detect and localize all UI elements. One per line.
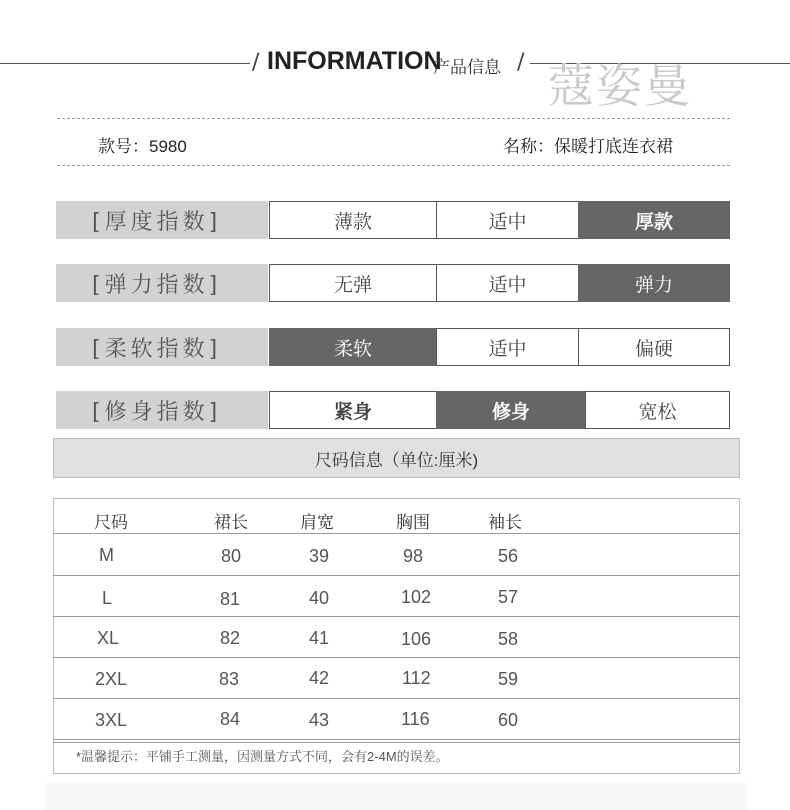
cell-shoulder: 39	[309, 546, 330, 566]
cell-shoulder: 42	[309, 668, 330, 688]
cell-size: M	[99, 545, 114, 565]
option-medium: 适中	[436, 328, 579, 366]
cell-sleeve: 60	[498, 710, 519, 730]
index-label-elasticity: [弹力指数]	[56, 264, 268, 302]
index-options-elasticity	[269, 264, 730, 302]
cell-length: 80	[221, 546, 242, 566]
index-options-thickness	[269, 201, 730, 239]
divider-bottom	[57, 165, 730, 166]
table-row-divider	[53, 739, 740, 740]
header-rule-left	[0, 63, 250, 64]
index-options-fit	[269, 391, 730, 429]
table-row-divider	[53, 533, 740, 534]
header-shoulder: 肩宽	[300, 513, 334, 532]
option-medium: 适中	[436, 201, 579, 239]
cell-sleeve: 56	[498, 546, 519, 566]
cell-length: 81	[220, 589, 241, 609]
header-size: 尺码	[94, 513, 128, 532]
cell-bust: 116	[401, 709, 430, 729]
cell-size: XL	[97, 628, 120, 648]
option-stretch-selected: 弹力	[578, 264, 730, 302]
cell-size: 2XL	[95, 669, 128, 689]
cell-bust: 106	[401, 629, 432, 649]
cell-shoulder: 43	[309, 710, 330, 730]
option-tight: 紧身	[269, 391, 437, 429]
option-stiff: 偏硬	[578, 328, 730, 366]
bottom-panel	[46, 782, 746, 810]
header-slash-left: /	[252, 50, 260, 75]
cell-shoulder: 40	[309, 588, 330, 608]
size-info-title: 尺码信息（单位:厘米)	[53, 438, 740, 478]
option-medium: 适中	[436, 264, 579, 302]
cell-bust: 102	[401, 587, 432, 607]
table-row-divider	[53, 698, 740, 699]
option-thick-selected: 厚款	[578, 201, 730, 239]
cell-sleeve: 58	[498, 629, 519, 649]
index-label-fit: [修身指数]	[56, 391, 268, 429]
brand-watermark: 蔻姿曼	[548, 59, 692, 113]
cell-sleeve: 59	[498, 669, 519, 689]
table-row-divider	[53, 657, 740, 658]
cell-shoulder: 41	[309, 628, 330, 648]
option-loose: 宽松	[585, 391, 730, 429]
style-number: 款号：5980	[98, 137, 187, 156]
option-no-stretch: 无弹	[269, 264, 437, 302]
cell-bust: 112	[402, 668, 431, 688]
index-label-thickness: [厚度指数]	[56, 201, 268, 239]
divider-top	[57, 118, 730, 119]
header-length: 裙长	[214, 513, 248, 532]
cell-length: 83	[219, 669, 240, 689]
index-label-softness: [柔软指数]	[56, 328, 268, 366]
info-title-cn: 产品信息	[433, 58, 501, 77]
header-bust: 胸围	[396, 513, 430, 532]
header-slash-right: /	[517, 50, 525, 75]
info-title-en: INFORMATION	[267, 47, 442, 75]
table-row-divider	[53, 616, 740, 617]
option-slim-selected: 修身	[436, 391, 586, 429]
cell-sleeve: 57	[498, 587, 519, 607]
option-thin: 薄款	[269, 201, 437, 239]
option-soft-selected: 柔软	[269, 328, 437, 366]
cell-length: 84	[220, 709, 241, 729]
table-row-divider	[53, 773, 740, 774]
index-options-softness	[269, 328, 730, 366]
header-sleeve: 袖长	[488, 513, 522, 532]
cell-bust: 98	[403, 546, 424, 566]
cell-size: L	[102, 588, 113, 608]
product-name: 名称：保暖打底连衣裙	[503, 137, 673, 156]
size-table	[53, 498, 740, 774]
table-row-divider	[53, 575, 740, 576]
cell-size: 3XL	[95, 710, 128, 730]
measurement-note: *温馨提示：平铺手工测量，因测量方式不同，会有2-4M的误差。	[76, 749, 449, 764]
cell-length: 82	[220, 628, 241, 648]
table-row-divider	[53, 742, 740, 743]
